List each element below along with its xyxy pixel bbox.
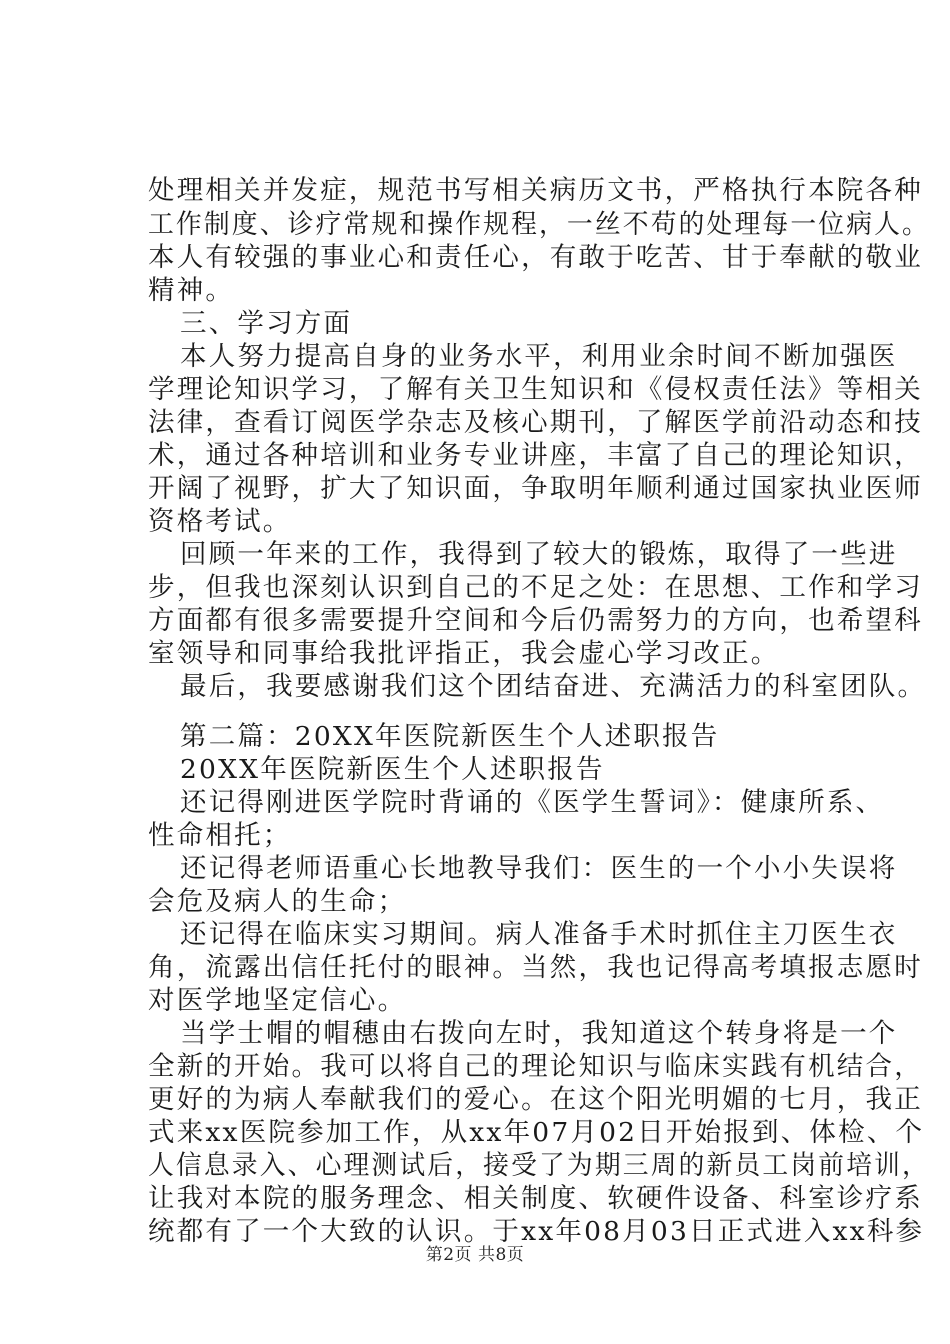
page-number: 第2页 共8页 xyxy=(425,1245,525,1265)
chapter-title: 第二篇：20XX年医院新医生个人述职报告 xyxy=(180,721,720,752)
text-line: 让我对本院的服务理念、相关制度、软硬件设备、科室诊疗系 xyxy=(148,1183,923,1214)
text-line: 式来xx医院参加工作，从xx年07月02日开始报到、体检、个 xyxy=(148,1117,925,1148)
text-line: 步，但我也深刻认识到自己的不足之处：在思想、工作和学习 xyxy=(148,572,923,603)
text-line: 本人努力提高自身的业务水平，利用业余时间不断加强医 xyxy=(180,341,898,372)
text-line: 还记得老师语重心长地教导我们：医生的一个小小失误将 xyxy=(180,853,898,884)
text-line: 学理论知识学习，了解有关卫生知识和《侵权责任法》等相关 xyxy=(148,374,923,405)
text-line: 工作制度、诊疗常规和操作规程，一丝不苟的处理每一位病人。 xyxy=(148,209,930,240)
text-line: 性命相托； xyxy=(148,820,292,851)
text-line: 对医学地坚定信心。 xyxy=(148,985,407,1016)
text-line: 还记得刚进医学院时背诵的《医学生誓词》：健康所系、 xyxy=(180,787,885,818)
text-line: 本人有较强的事业心和责任心，有敢于吃苦、甘于奉献的敬业 xyxy=(148,242,923,273)
text-line: 资格考试。 xyxy=(148,506,292,537)
text-line: 室领导和同事给我批评指正，我会虚心学习改正。 xyxy=(148,638,780,669)
text-line: 最后，我要感谢我们这个团结奋进、充满活力的科室团队。 xyxy=(180,671,927,702)
text-line: 当学士帽的帽穗由右拨向左时，我知道这个转身将是一个 xyxy=(180,1018,898,1049)
text-line: 更好的为病人奉献我们的爱心。在这个阳光明媚的七月，我正 xyxy=(148,1084,923,1115)
text-line: 全新的开始。我可以将自己的理论知识与临床实践有机结合， xyxy=(148,1051,923,1082)
text-line: 会危及病人的生命； xyxy=(148,886,407,917)
text-line: 方面都有很多需要提升空间和今后仍需努力的方向，也希望科 xyxy=(148,605,923,636)
text-line: 法律，查看订阅医学杂志及核心期刊，了解医学前沿动态和技 xyxy=(148,407,923,438)
text-line: 统都有了一个大致的认识。于xx年08月03日正式进入xx科参 xyxy=(148,1216,925,1247)
section-heading: 三、学习方面 xyxy=(180,308,353,339)
text-line: 人信息录入、心理测试后，接受了为期三周的新员工岗前培训， xyxy=(148,1150,930,1181)
text-line: 还记得在临床实习期间。病人准备手术时抓住主刀医生衣 xyxy=(180,919,898,950)
text-line: 术，通过各种培训和业务专业讲座，丰富了自己的理论知识， xyxy=(148,440,923,471)
text-line: 处理相关并发症，规范书写相关病历文书，严格执行本院各种 xyxy=(148,175,923,206)
text-line: 精神。 xyxy=(148,275,235,306)
text-line: 角，流露出信任托付的眼神。当然，我也记得高考填报志愿时 xyxy=(148,952,923,983)
text-line: 开阔了视野，扩大了知识面，争取明年顺利通过国家执业医师 xyxy=(148,473,923,504)
report-title: 20XX年医院新医生个人述职报告 xyxy=(180,754,605,785)
text-line: 回顾一年来的工作，我得到了较大的锻炼，取得了一些进 xyxy=(180,539,898,570)
